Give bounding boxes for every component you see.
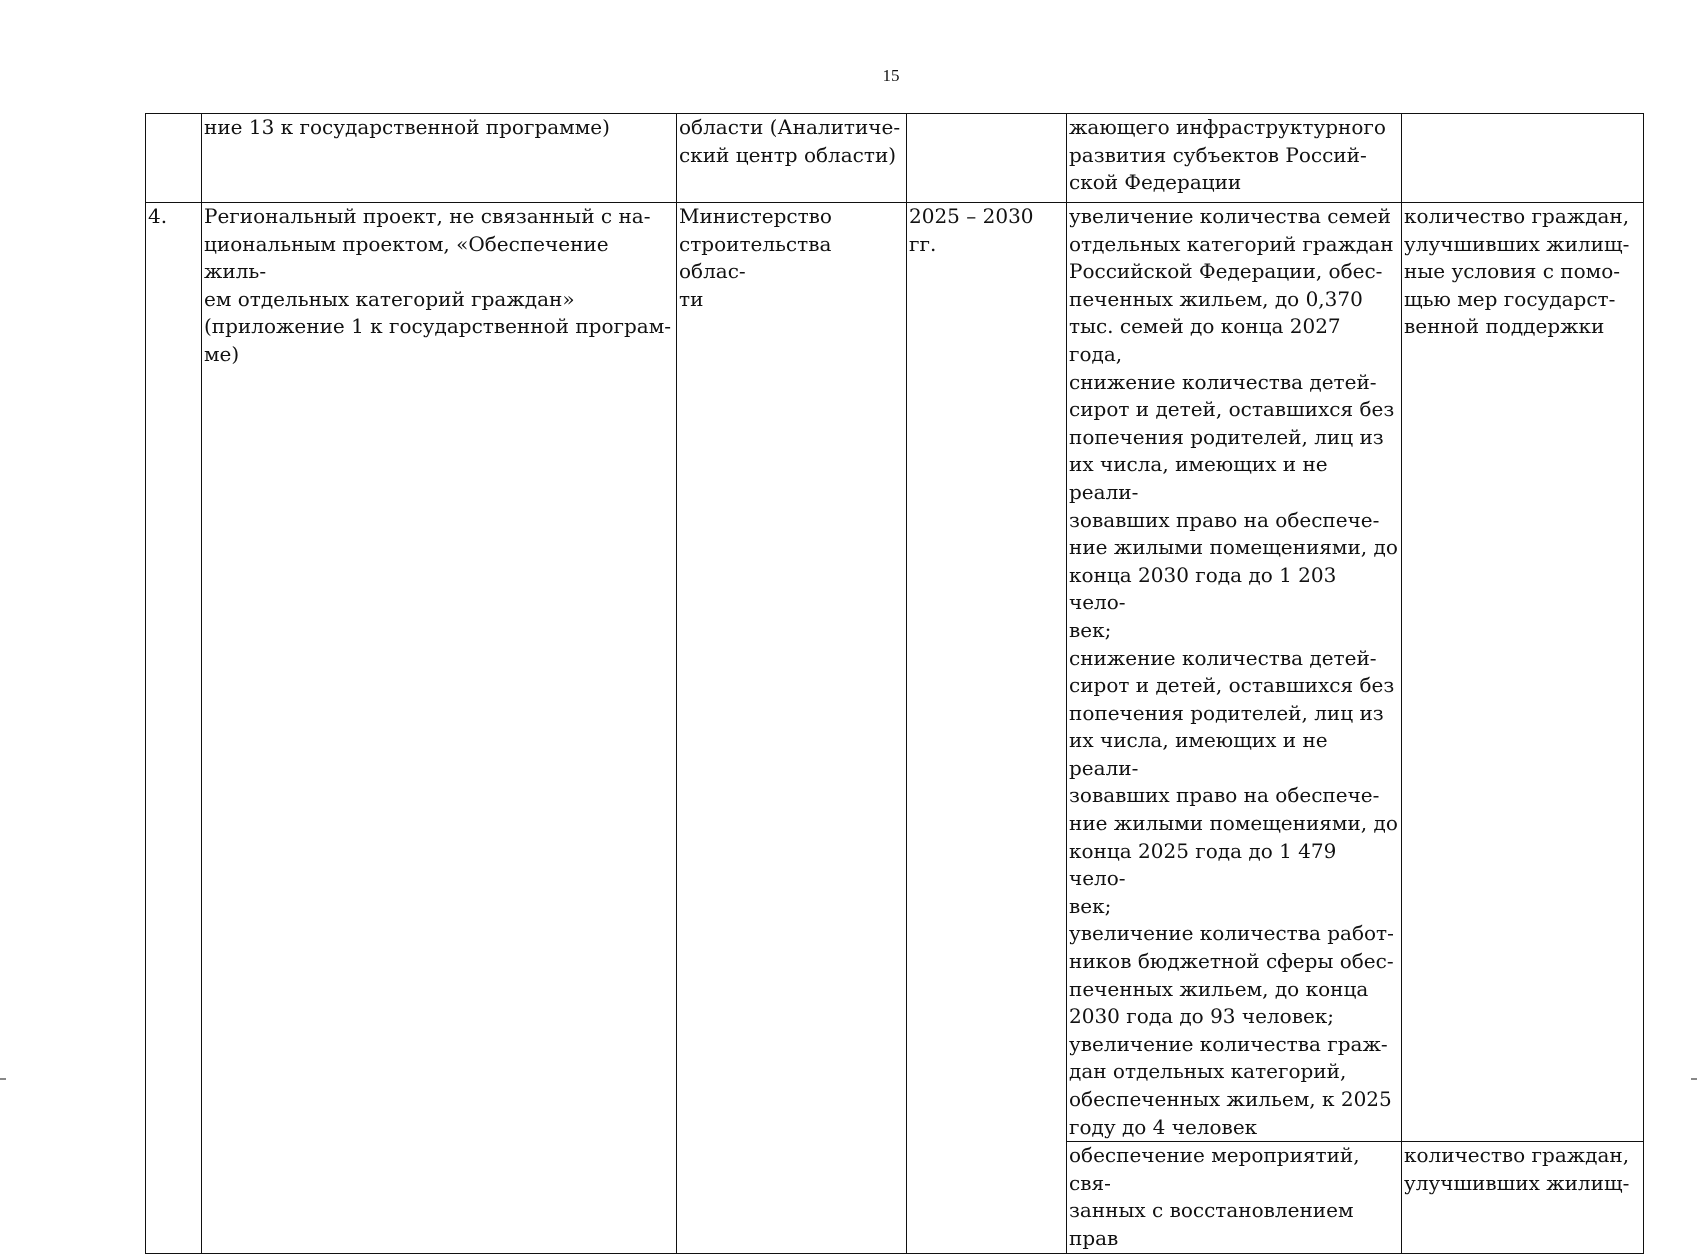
scan-edge-mark bbox=[0, 1078, 6, 1080]
page-number: 15 bbox=[882, 66, 900, 85]
cell-responsible: Министерство строительства облас- ти bbox=[677, 203, 907, 1254]
table-row-4 bbox=[146, 203, 1644, 1142]
cell-indicator-link: количество граждан, улучшивших жилищ- ные условия с помо- щью мер государст- венной поддержки bbox=[1402, 203, 1644, 1142]
cell-period bbox=[907, 114, 1067, 203]
cell-period: 2025 – 2030 гг. bbox=[907, 203, 1067, 1254]
cell-project-name: Региональный проект, не связанный с на- циональным проектом, «Обеспечение жиль- ем отдельных категорий граждан» (приложение 1 к государственной програм- ме) bbox=[202, 203, 677, 1254]
cell-task: обеспечение мероприятий, свя- занных с восстановлением прав bbox=[1067, 1142, 1402, 1253]
cell-number bbox=[146, 114, 202, 203]
cell-number: 4. bbox=[146, 203, 202, 1254]
cell-task: жающего инфраструктурного развития субъектов Россий- ской Федерации bbox=[1067, 114, 1402, 203]
cell-project-name: ние 13 к государственной программе) bbox=[202, 114, 677, 203]
scan-edge-mark bbox=[1691, 1078, 1697, 1080]
table-row-continued bbox=[146, 114, 1644, 203]
cell-indicator-link: количество граждан, улучшивших жилищ- bbox=[1402, 1142, 1644, 1253]
cell-indicator-link bbox=[1402, 114, 1644, 203]
cell-task: увеличение количества семей отдельных категорий граждан Российской Федерации, обес- печенных жильем, до 0,370 тыс. семей до конца 2027 года, снижение количества детей- сирот и детей, оставшихся без попечения родителей, лиц из их числа, имеющих и не реали- зовавших право на обеспече- ние жилыми помещениями, до конца 2030 года до 1 203 чело- век; снижение количества детей- сирот и детей, оставшихся без попечения родителей, лиц из их числа, имеющих и не реали- зовавших право на обеспече- ние жилыми помещениями, до конца 2025 года до 1 479 чело- век; увеличение количества работ- ников бюджетной сферы обес- печенных жильем, до конца 2030 года до 93 человек; увеличение количества граж- дан отдельных категорий, обеспеченных жильем, к 2025 году до 4 человек bbox=[1067, 203, 1402, 1142]
cell-responsible: области (Аналитиче- ский центр области) bbox=[677, 114, 907, 203]
program-table bbox=[145, 113, 1644, 1254]
